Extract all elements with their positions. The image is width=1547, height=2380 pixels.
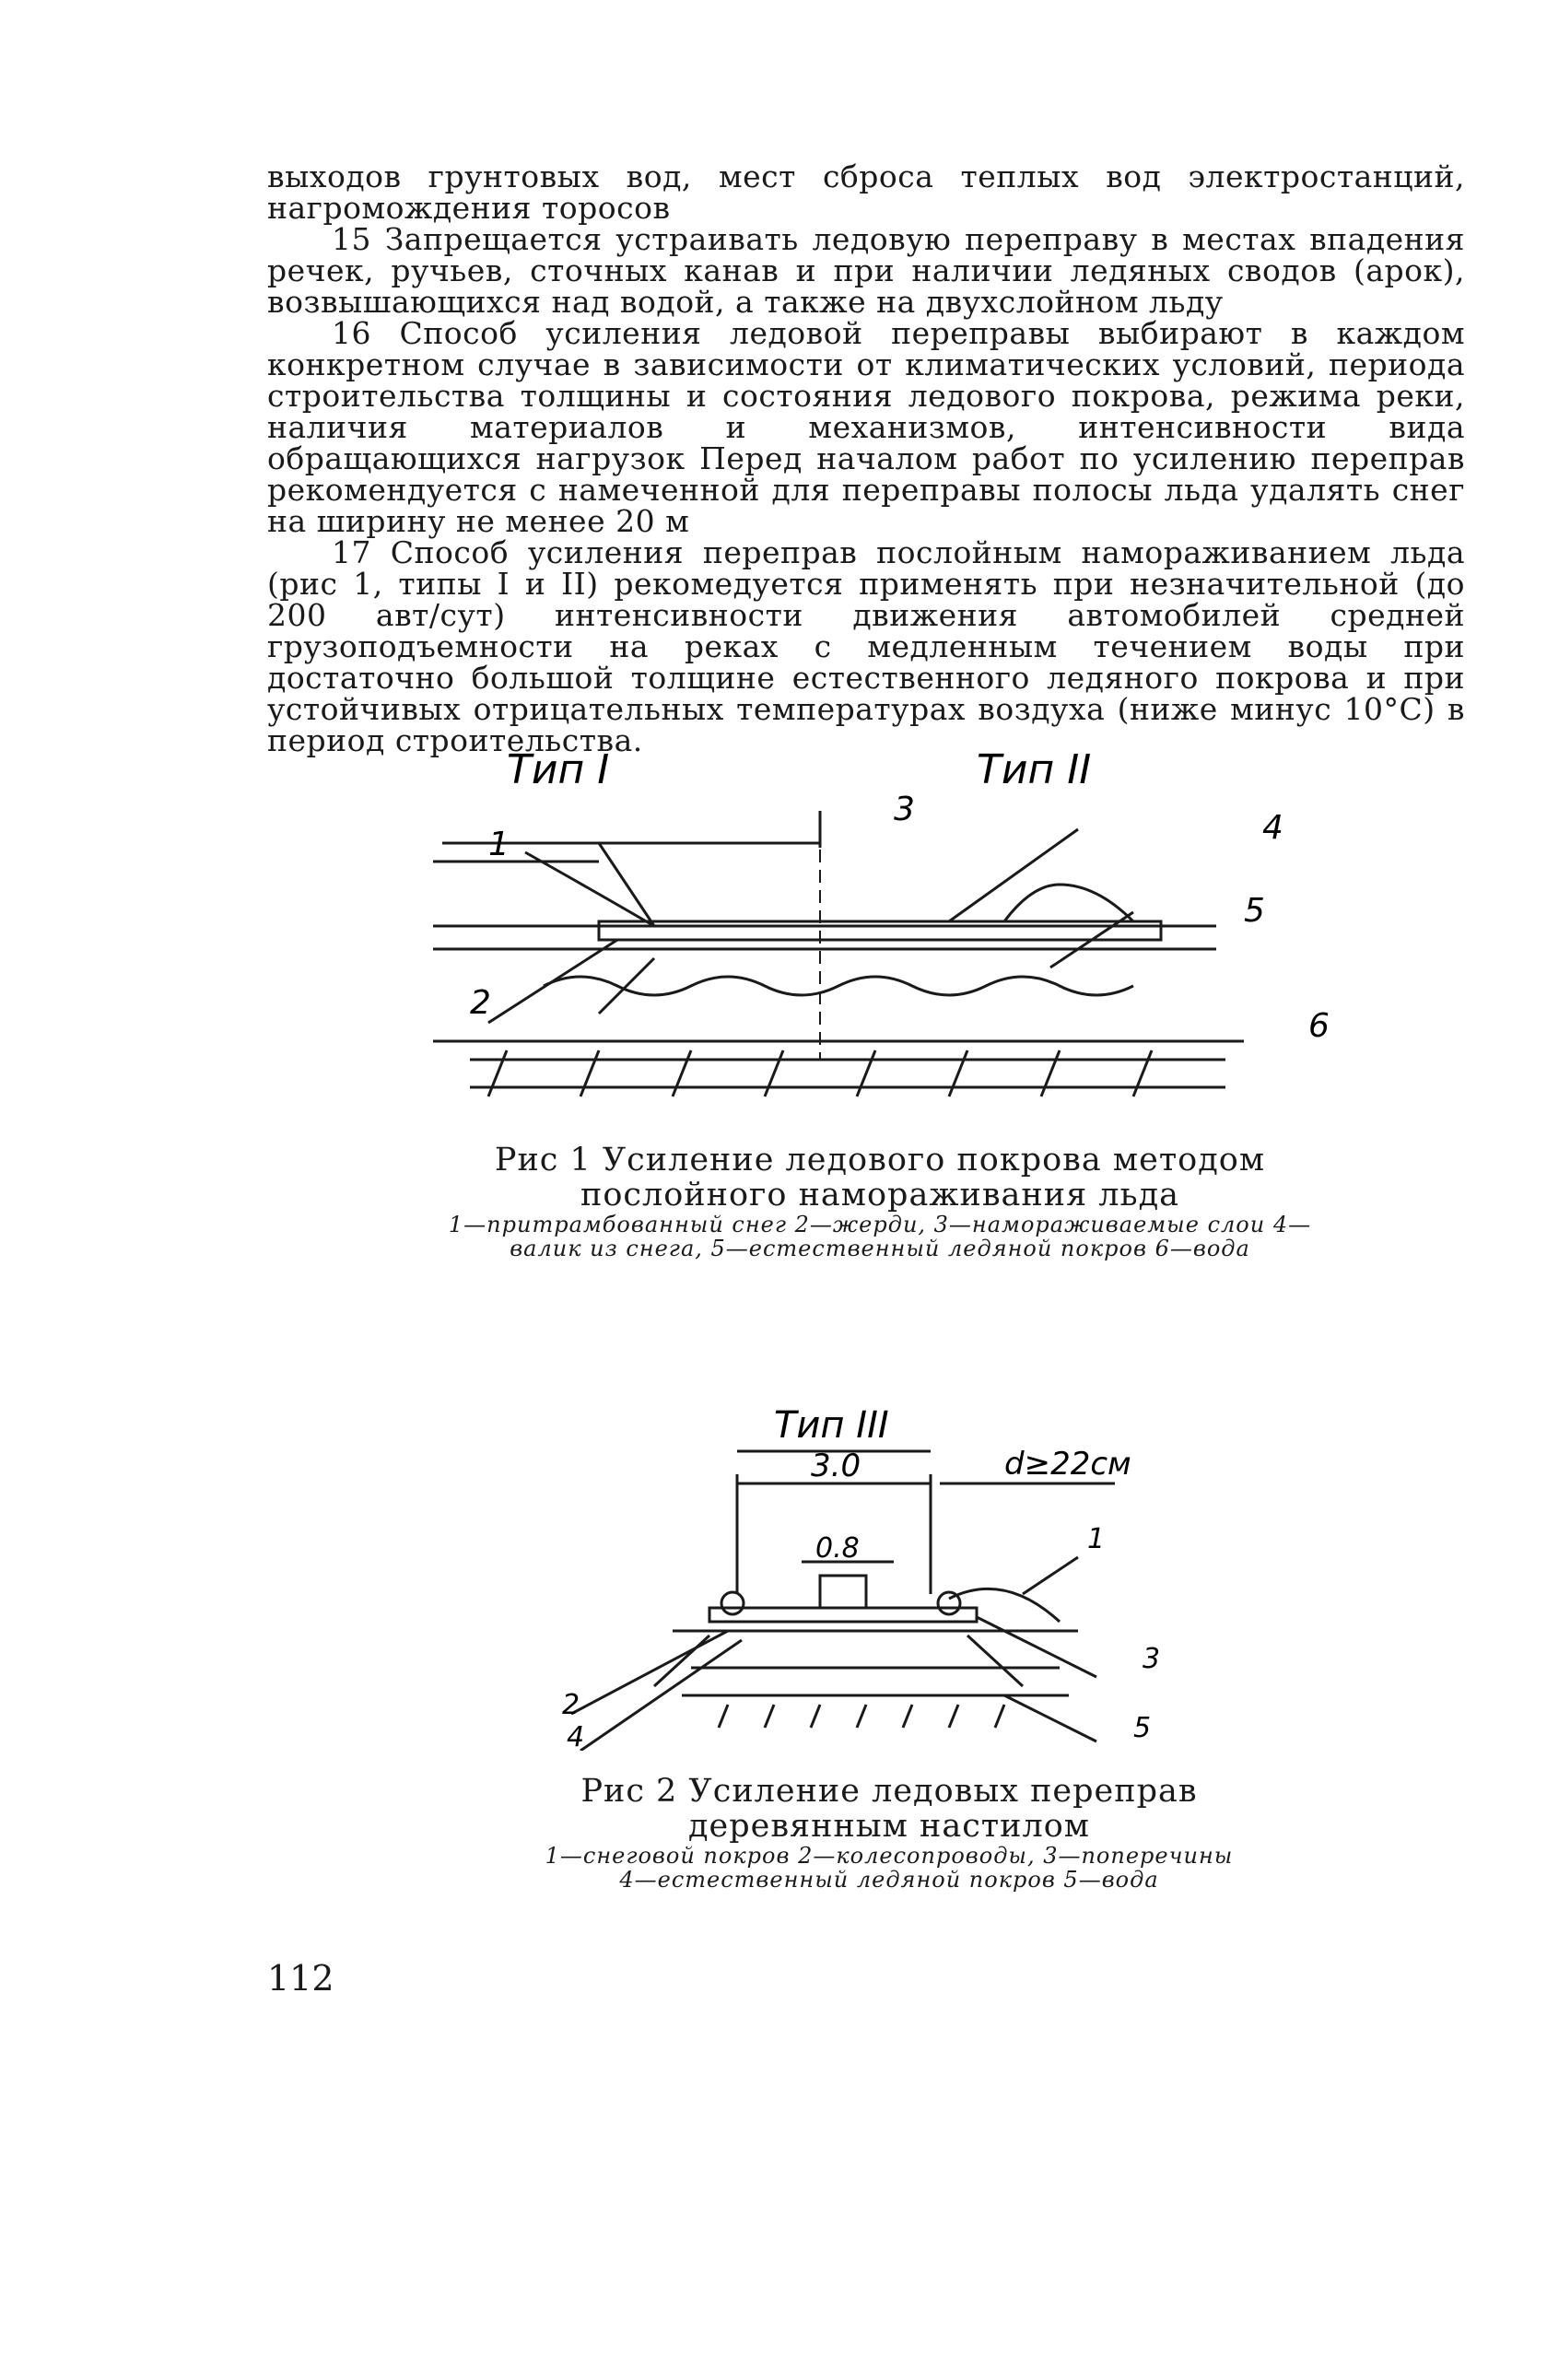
paragraph-17: 17 Способ усиления переправ послойным намораживанием льда (рис 1, типы I и II) рекомедуется применять при незначительной (до 200 авт/сут) интенсивности движения автомобилей средней грузоподъемности на реках с медленным течением воды при достаточно большой толщине естественного ледяного покрова и при устойчивых отрицательных температурах воздуха (ниже минус 10°С) в период строительства. <box>267 534 1465 758</box>
figure-2-caption-block <box>544 1774 1235 1892</box>
fig2-dim-width: 3.0 <box>811 1448 861 1484</box>
paragraph-15: 15 Запрещается устраивать ледовую переправу в местах впадения речек, ручьев, сточных канав и при наличии ледяных сводов (арок), возвышающихся над водой, а также на двухслойном льду <box>267 221 1465 320</box>
fig1-callout-4: 4 <box>1262 809 1283 847</box>
figure-1-diagram <box>433 746 1336 1115</box>
body-text <box>267 158 1465 758</box>
fig1-type1-label: Тип I <box>507 746 610 793</box>
paragraph-continuation: выходов грунтовых вод, мест сброса теплых вод электростанций, нагромождения торосов <box>267 158 1465 226</box>
page-number: 112 <box>267 1958 334 1999</box>
fig2-dim-thickness: d≥22см <box>1004 1446 1131 1483</box>
fig2-type-label: Тип III <box>774 1410 889 1447</box>
fig1-callout-2: 2 <box>470 984 491 1022</box>
fig1-callout-3: 3 <box>894 791 915 828</box>
fig2-callout-2: 2 <box>562 1689 580 1721</box>
figure-2-caption: Рис 2 Усиление ледовых переправ деревянным настилом <box>580 1773 1198 1845</box>
fig1-callout-6: 6 <box>1308 1007 1330 1045</box>
fig2-callout-1: 1 <box>1087 1523 1106 1555</box>
figure-2-diagram <box>544 1410 1235 1751</box>
fig1-callout-5: 5 <box>1244 892 1265 930</box>
fig2-callout-4: 4 <box>567 1721 585 1751</box>
fig1-callout-1: 1 <box>488 826 510 863</box>
figure-1-legend: 1—притрамбованный снег 2—жерди, 3—намораживаемые слои 4—валик из снега, 5—естественный ледяной покров 6—вода <box>448 1212 1312 1261</box>
paragraph-16: 16 Способ усиления ледовой переправы выбирают в каждом конкретном случае в зависимости от климатических условий, периода строительства толщины и состояния ледового покрова, режима реки, наличия материалов и механизмов, интенсивности вида обращающихся нагрузок Перед началом работ по усилению переправ рекомендуется с намеченной для переправы полосы льда удалять снег на ширину не менее 20 м <box>267 315 1465 539</box>
fig2-callout-5: 5 <box>1133 1712 1152 1744</box>
figure-1-caption-block <box>442 1143 1318 1260</box>
figure-2-legend: 1—снеговой покров 2—колесопроводы, 3—поперечины 4—естественный ледяной покров 5—вода <box>545 1843 1234 1893</box>
fig2-callout-3: 3 <box>1143 1643 1161 1675</box>
figure-1-caption: Рис 1 Усиление ледового покрова методом послойного намораживания льда <box>494 1142 1266 1213</box>
fig2-dim-inner: 0.8 <box>815 1532 860 1565</box>
fig1-type2-label: Тип II <box>977 746 1092 793</box>
